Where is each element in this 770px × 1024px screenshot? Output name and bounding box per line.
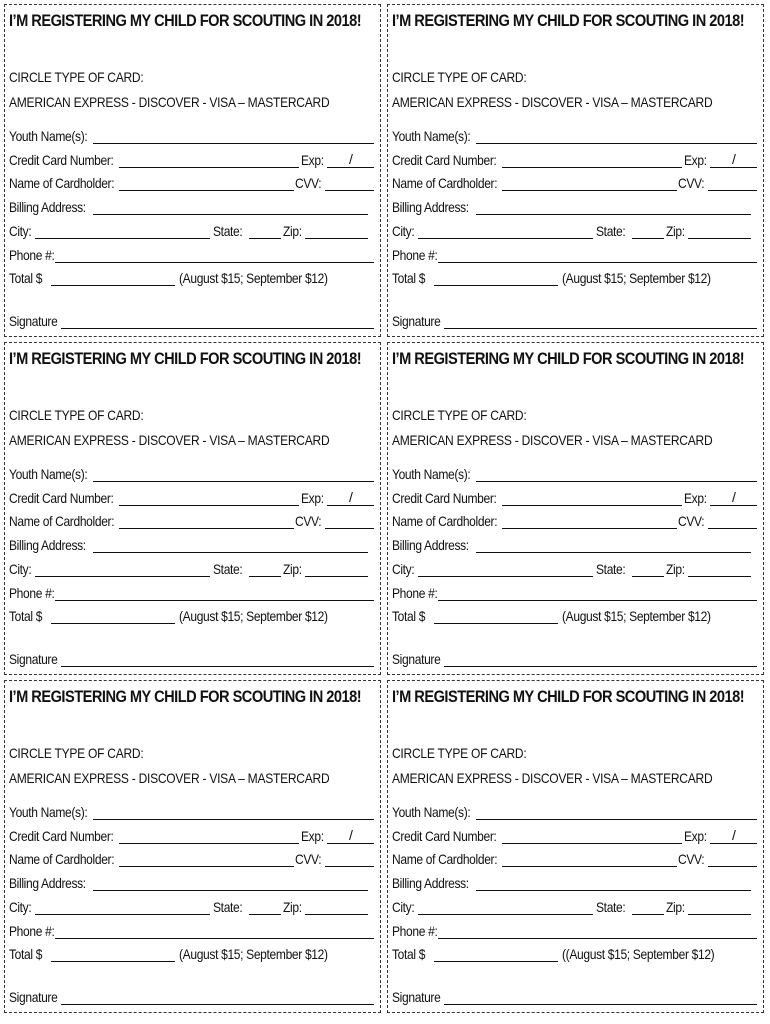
exp-label: Exp: [301, 490, 324, 506]
city-field[interactable] [35, 914, 210, 915]
pricing-note: (August $15; September $12) [562, 270, 711, 286]
youth-name-label: Youth Name(s): [9, 466, 88, 482]
phone-field[interactable] [438, 600, 757, 601]
signature-field[interactable] [61, 1004, 374, 1005]
city-field[interactable] [35, 238, 210, 239]
signature-row [9, 649, 374, 669]
registration-form-card [4, 4, 381, 337]
phone-label: Phone #: [9, 923, 55, 939]
signature-label: Signature [392, 989, 441, 1005]
exp-field[interactable] [710, 843, 757, 844]
cvv-label: CVV: [295, 851, 322, 867]
zip-label: Zip: [283, 223, 302, 239]
state-label: State: [596, 223, 626, 239]
total-amount-field[interactable] [434, 623, 558, 624]
youth-name-field[interactable] [476, 143, 757, 144]
state-field[interactable] [249, 238, 281, 239]
cardholder-label: Name of Cardholder: [9, 851, 115, 867]
billing-address-label: Billing Address: [9, 537, 86, 553]
youth-name-row [392, 126, 757, 146]
total-row [392, 944, 757, 964]
registration-form-card [387, 680, 764, 1013]
cvv-field[interactable] [325, 190, 374, 191]
city-field[interactable] [418, 914, 593, 915]
zip-field[interactable] [305, 576, 368, 577]
credit-card-field[interactable] [119, 505, 299, 506]
state-field[interactable] [632, 238, 664, 239]
cvv-label: CVV: [295, 175, 322, 191]
pricing-note: (August $15; September $12) [179, 270, 328, 286]
cvv-label: CVV: [678, 513, 705, 529]
credit-card-label: Credit Card Number: [392, 152, 497, 168]
pricing-note: (August $15; September $12) [179, 608, 328, 624]
signature-row [9, 987, 374, 1007]
credit-card-label: Credit Card Number: [9, 152, 114, 168]
total-row [392, 606, 757, 626]
exp-label: Exp: [684, 490, 707, 506]
city-label: City: [9, 899, 32, 915]
signature-row [392, 311, 757, 331]
billing-address-field[interactable] [476, 552, 751, 553]
form-title: I’M REGISTERING MY CHILD FOR SCOUTING IN 2018! [392, 687, 745, 706]
city-label: City: [392, 899, 415, 915]
credit-card-field[interactable] [119, 167, 299, 168]
form-body [9, 345, 374, 672]
youth-name-label: Youth Name(s): [9, 128, 88, 144]
youth-name-field[interactable] [476, 819, 757, 820]
state-label: State: [596, 899, 626, 915]
total-amount-field[interactable] [51, 961, 175, 962]
cardholder-row [9, 511, 374, 531]
circle-card-instruction: CIRCLE TYPE OF CARD: [392, 69, 527, 85]
city-field[interactable] [418, 576, 593, 577]
youth-name-label: Youth Name(s): [392, 128, 471, 144]
credit-card-label: Credit Card Number: [9, 490, 114, 506]
exp-label: Exp: [684, 152, 707, 168]
cardholder-row [392, 849, 757, 869]
state-label: State: [213, 899, 243, 915]
zip-field[interactable] [305, 238, 368, 239]
form-body [392, 345, 757, 672]
signature-label: Signature [9, 651, 58, 667]
credit-card-label: Credit Card Number: [392, 828, 497, 844]
exp-separator: / [349, 489, 353, 505]
phone-row [9, 921, 374, 941]
signature-field[interactable] [444, 666, 757, 667]
signature-field[interactable] [61, 666, 374, 667]
phone-label: Phone #: [9, 585, 55, 601]
billing-address-row [9, 197, 374, 217]
circle-card-instruction: CIRCLE TYPE OF CARD: [9, 69, 144, 85]
cardholder-label: Name of Cardholder: [9, 175, 115, 191]
phone-row [9, 245, 374, 265]
credit-card-row [392, 488, 757, 508]
city-state-zip-row [392, 559, 757, 579]
cardholder-field[interactable] [119, 528, 294, 529]
youth-name-label: Youth Name(s): [392, 804, 471, 820]
youth-name-row [392, 802, 757, 822]
signature-row [9, 311, 374, 331]
exp-field[interactable] [327, 843, 374, 844]
state-field[interactable] [249, 914, 281, 915]
signature-row [392, 987, 757, 1007]
phone-field[interactable] [438, 938, 757, 939]
form-body [9, 7, 374, 334]
signature-label: Signature [392, 651, 441, 667]
pricing-note: (August $15; September $12) [562, 608, 711, 624]
billing-address-row [9, 873, 374, 893]
zip-label: Zip: [283, 561, 302, 577]
cardholder-field[interactable] [502, 190, 677, 191]
credit-card-field[interactable] [502, 843, 682, 844]
registration-form-card [4, 342, 381, 675]
cardholder-label: Name of Cardholder: [392, 175, 498, 191]
cvv-field[interactable] [708, 866, 757, 867]
total-amount-field[interactable] [51, 285, 175, 286]
total-amount-field[interactable] [434, 285, 558, 286]
billing-address-row [392, 535, 757, 555]
cardholder-field[interactable] [119, 866, 294, 867]
cvv-label: CVV: [678, 175, 705, 191]
credit-card-row [392, 826, 757, 846]
phone-label: Phone #: [392, 923, 438, 939]
billing-address-row [392, 197, 757, 217]
billing-address-field[interactable] [93, 552, 368, 553]
circle-card-instruction: CIRCLE TYPE OF CARD: [392, 745, 527, 761]
zip-label: Zip: [666, 899, 685, 915]
phone-row [392, 245, 757, 265]
cardholder-label: Name of Cardholder: [9, 513, 115, 529]
total-label: Total $ [9, 946, 43, 962]
city-state-zip-row [9, 221, 374, 241]
exp-label: Exp: [301, 828, 324, 844]
exp-field[interactable] [710, 505, 757, 506]
billing-address-label: Billing Address: [9, 199, 86, 215]
total-row [9, 944, 374, 964]
state-label: State: [596, 561, 626, 577]
credit-card-field[interactable] [502, 505, 682, 506]
youth-name-field[interactable] [476, 481, 757, 482]
zip-label: Zip: [666, 561, 685, 577]
form-title: I’M REGISTERING MY CHILD FOR SCOUTING IN 2018! [9, 349, 362, 368]
phone-label: Phone #: [392, 585, 438, 601]
phone-row [392, 583, 757, 603]
zip-label: Zip: [283, 899, 302, 915]
exp-separator: / [349, 827, 353, 843]
billing-address-label: Billing Address: [392, 537, 469, 553]
exp-separator: / [349, 151, 353, 167]
phone-field[interactable] [55, 938, 374, 939]
card-type-options[interactable]: AMERICAN EXPRESS - DISCOVER - VISA – MASTERCARD [392, 94, 713, 110]
cvv-field[interactable] [708, 190, 757, 191]
signature-row [392, 649, 757, 669]
city-label: City: [9, 223, 32, 239]
state-field[interactable] [632, 914, 664, 915]
circle-card-instruction: CIRCLE TYPE OF CARD: [9, 407, 144, 423]
state-label: State: [213, 223, 243, 239]
total-label: Total $ [9, 608, 43, 624]
cardholder-field[interactable] [502, 528, 677, 529]
exp-field[interactable] [327, 505, 374, 506]
billing-address-row [392, 873, 757, 893]
cardholder-row [9, 173, 374, 193]
credit-card-row [9, 826, 374, 846]
phone-row [9, 583, 374, 603]
exp-label: Exp: [684, 828, 707, 844]
form-title: I’M REGISTERING MY CHILD FOR SCOUTING IN 2018! [392, 349, 745, 368]
cvv-label: CVV: [295, 513, 322, 529]
form-body [392, 7, 757, 334]
cardholder-row [9, 849, 374, 869]
exp-separator: / [732, 151, 736, 167]
youth-name-row [9, 464, 374, 484]
city-label: City: [9, 561, 32, 577]
signature-label: Signature [9, 313, 58, 329]
city-field[interactable] [35, 576, 210, 577]
circle-card-instruction: CIRCLE TYPE OF CARD: [9, 745, 144, 761]
cardholder-field[interactable] [502, 866, 677, 867]
youth-name-field[interactable] [93, 143, 374, 144]
cardholder-field[interactable] [119, 190, 294, 191]
form-title: I’M REGISTERING MY CHILD FOR SCOUTING IN 2018! [392, 11, 745, 30]
credit-card-label: Credit Card Number: [392, 490, 497, 506]
youth-name-row [9, 802, 374, 822]
pricing-note: (August $15; September $12) [179, 946, 328, 962]
city-label: City: [392, 223, 415, 239]
youth-name-label: Youth Name(s): [9, 804, 88, 820]
city-label: City: [392, 561, 415, 577]
registration-sheet [4, 4, 766, 1016]
total-amount-field[interactable] [51, 623, 175, 624]
phone-row [392, 921, 757, 941]
pricing-note: ((August $15; September $12) [562, 946, 715, 962]
exp-field[interactable] [327, 167, 374, 168]
form-body [392, 683, 757, 1010]
zip-label: Zip: [666, 223, 685, 239]
credit-card-label: Credit Card Number: [9, 828, 114, 844]
registration-form-card [4, 680, 381, 1013]
total-amount-field[interactable] [434, 961, 558, 962]
phone-label: Phone #: [392, 247, 438, 263]
youth-name-row [9, 126, 374, 146]
city-state-zip-row [9, 897, 374, 917]
billing-address-row [9, 535, 374, 555]
exp-separator: / [732, 827, 736, 843]
card-type-options[interactable]: AMERICAN EXPRESS - DISCOVER - VISA – MASTERCARD [9, 94, 330, 110]
city-field[interactable] [418, 238, 593, 239]
billing-address-label: Billing Address: [392, 199, 469, 215]
total-label: Total $ [9, 270, 43, 286]
credit-card-row [392, 150, 757, 170]
cardholder-row [392, 173, 757, 193]
credit-card-row [9, 150, 374, 170]
form-body [9, 683, 374, 1010]
cardholder-label: Name of Cardholder: [392, 513, 498, 529]
card-type-options[interactable]: AMERICAN EXPRESS - DISCOVER - VISA – MASTERCARD [9, 770, 330, 786]
cvv-field[interactable] [325, 866, 374, 867]
credit-card-field[interactable] [502, 167, 682, 168]
signature-field[interactable] [61, 328, 374, 329]
exp-separator: / [732, 489, 736, 505]
signature-field[interactable] [444, 1004, 757, 1005]
youth-name-field[interactable] [93, 481, 374, 482]
zip-field[interactable] [688, 914, 751, 915]
youth-name-row [392, 464, 757, 484]
phone-field[interactable] [438, 262, 757, 263]
registration-form-card [387, 4, 764, 337]
zip-field[interactable] [688, 576, 751, 577]
cardholder-row [392, 511, 757, 531]
city-state-zip-row [392, 221, 757, 241]
total-label: Total $ [392, 608, 426, 624]
billing-address-field[interactable] [476, 214, 751, 215]
billing-address-field[interactable] [93, 214, 368, 215]
city-state-zip-row [9, 559, 374, 579]
city-state-zip-row [392, 897, 757, 917]
signature-label: Signature [9, 989, 58, 1005]
cvv-label: CVV: [678, 851, 705, 867]
form-title: I’M REGISTERING MY CHILD FOR SCOUTING IN 2018! [9, 11, 362, 30]
card-type-options[interactable]: AMERICAN EXPRESS - DISCOVER - VISA – MASTERCARD [392, 770, 713, 786]
exp-field[interactable] [710, 167, 757, 168]
form-title: I’M REGISTERING MY CHILD FOR SCOUTING IN 2018! [9, 687, 362, 706]
zip-field[interactable] [688, 238, 751, 239]
phone-field[interactable] [55, 600, 374, 601]
billing-address-field[interactable] [476, 890, 751, 891]
registration-form-card [387, 342, 764, 675]
signature-field[interactable] [444, 328, 757, 329]
cvv-field[interactable] [708, 528, 757, 529]
cvv-field[interactable] [325, 528, 374, 529]
exp-label: Exp: [301, 152, 324, 168]
total-row [9, 268, 374, 288]
credit-card-row [9, 488, 374, 508]
total-label: Total $ [392, 270, 426, 286]
phone-field[interactable] [55, 262, 374, 263]
zip-field[interactable] [305, 914, 368, 915]
billing-address-label: Billing Address: [392, 875, 469, 891]
state-field[interactable] [249, 576, 281, 577]
credit-card-field[interactable] [119, 843, 299, 844]
phone-label: Phone #: [9, 247, 55, 263]
card-type-options[interactable]: AMERICAN EXPRESS - DISCOVER - VISA – MASTERCARD [9, 432, 330, 448]
billing-address-label: Billing Address: [9, 875, 86, 891]
youth-name-field[interactable] [93, 819, 374, 820]
billing-address-field[interactable] [93, 890, 368, 891]
state-field[interactable] [632, 576, 664, 577]
total-row [9, 606, 374, 626]
total-row [392, 268, 757, 288]
youth-name-label: Youth Name(s): [392, 466, 471, 482]
cardholder-label: Name of Cardholder: [392, 851, 498, 867]
card-type-options[interactable]: AMERICAN EXPRESS - DISCOVER - VISA – MASTERCARD [392, 432, 713, 448]
signature-label: Signature [392, 313, 441, 329]
state-label: State: [213, 561, 243, 577]
total-label: Total $ [392, 946, 426, 962]
circle-card-instruction: CIRCLE TYPE OF CARD: [392, 407, 527, 423]
